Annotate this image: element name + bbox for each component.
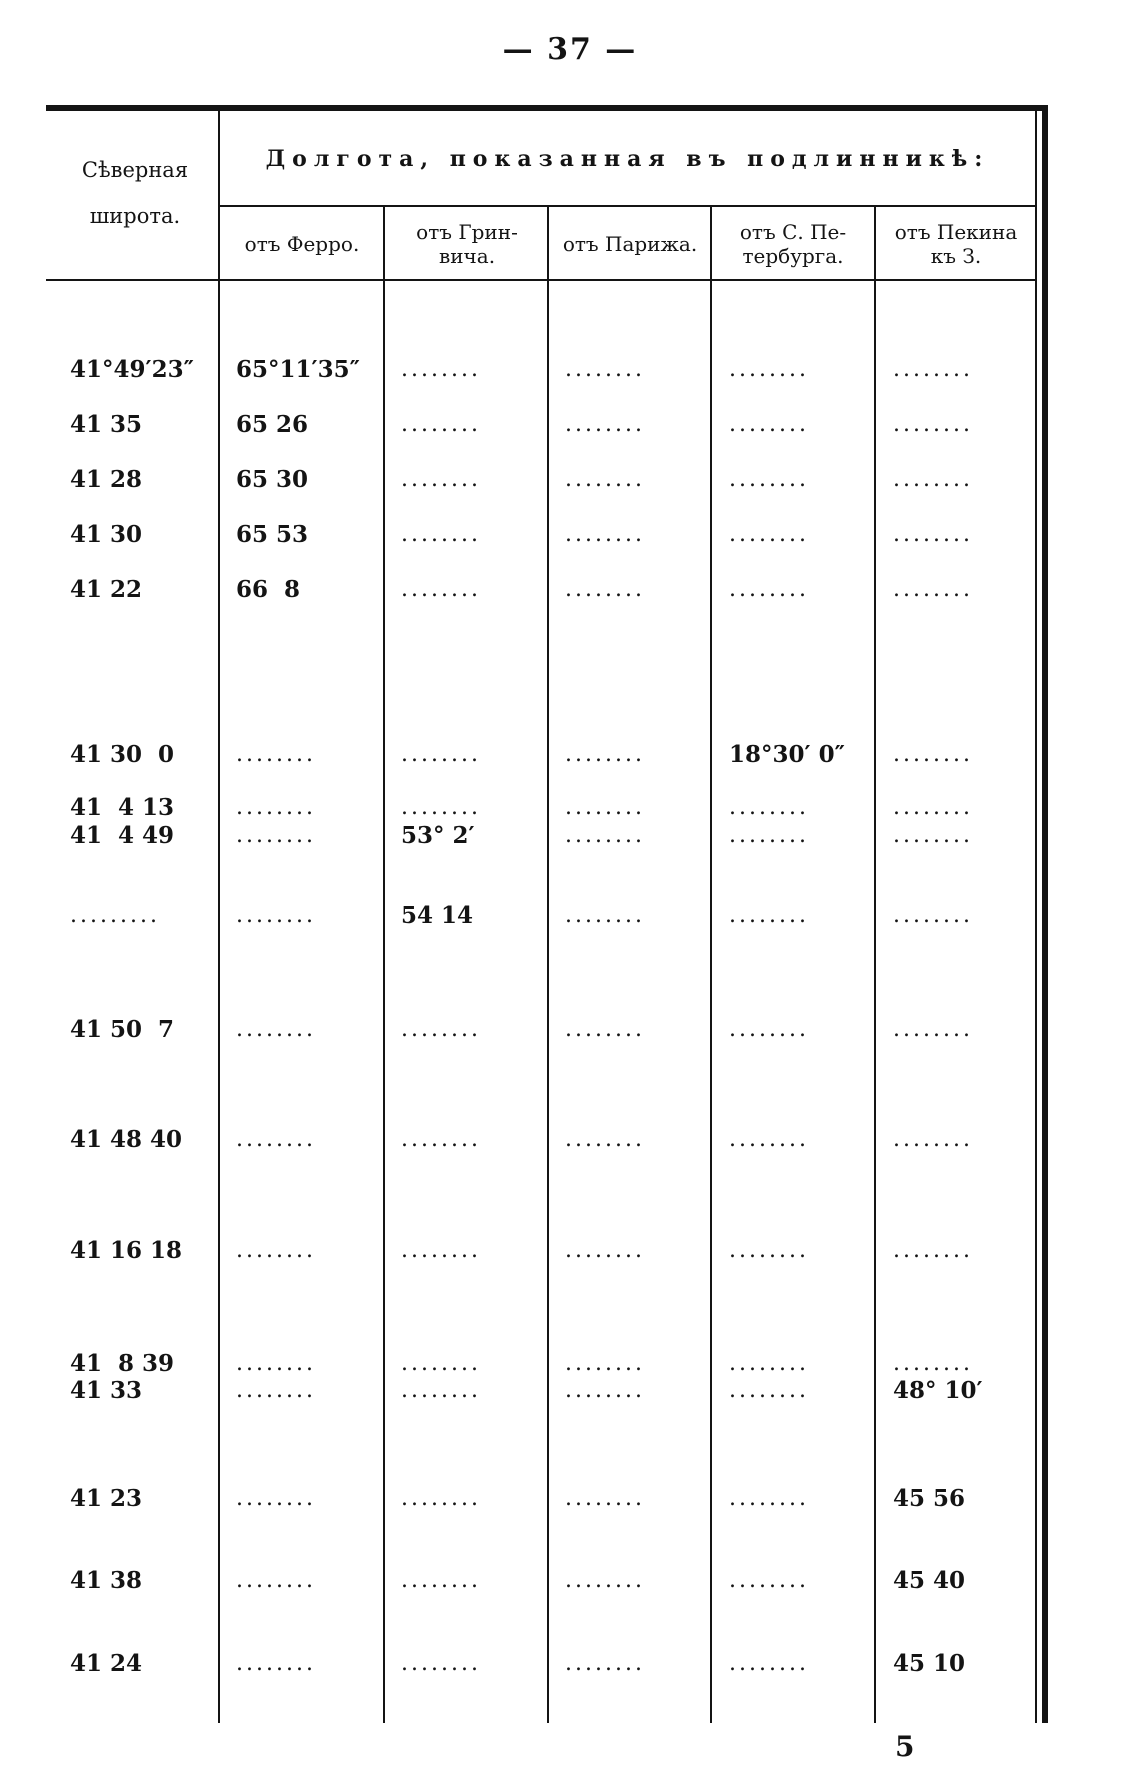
greenwich-cell: ........ xyxy=(401,1017,481,1042)
col-header-line: къ З. xyxy=(930,244,982,268)
greenwich-cell: ........ xyxy=(401,522,481,547)
ferro-cell: ........ xyxy=(236,1378,316,1403)
paris-cell: ........ xyxy=(565,903,645,928)
column-divider-lat xyxy=(218,111,220,1723)
petersburg-cell: ........ xyxy=(729,467,809,492)
greenwich-cell: ........ xyxy=(401,1351,481,1376)
latitude-cell: 41 23 xyxy=(70,1485,143,1512)
latitude-cell: 41 30 xyxy=(70,521,143,548)
column-divider-ferro xyxy=(383,207,385,1723)
greenwich-cell: ........ xyxy=(401,1651,481,1676)
ferro-cell: ........ xyxy=(236,1651,316,1676)
ferro-cell: ........ xyxy=(236,1238,316,1263)
ferro-cell: 65 26 xyxy=(236,411,309,438)
peking-cell: ........ xyxy=(893,357,973,382)
col-header-line: тербурга. xyxy=(742,244,844,268)
col-header-petersburg xyxy=(713,220,873,268)
petersburg-cell: ........ xyxy=(729,1651,809,1676)
peking-cell: ........ xyxy=(893,577,973,602)
paris-cell: ........ xyxy=(565,795,645,820)
peking-cell: 45 10 xyxy=(893,1650,966,1677)
petersburg-cell: ........ xyxy=(729,522,809,547)
col-header-ferro xyxy=(222,232,382,256)
petersburg-cell: ........ xyxy=(729,1568,809,1593)
greenwich-cell: ........ xyxy=(401,1378,481,1403)
greenwich-cell: ........ xyxy=(401,1486,481,1511)
latitude-cell: 41 33 xyxy=(70,1377,143,1404)
col-header-line: вича. xyxy=(438,244,496,268)
column-divider-petersburg xyxy=(874,207,876,1723)
latitude-cell: 41 48 40 xyxy=(70,1126,183,1153)
col-header-peking xyxy=(877,220,1035,268)
peking-cell: ........ xyxy=(893,742,973,767)
peking-cell: 45 40 xyxy=(893,1567,966,1594)
petersburg-cell: ........ xyxy=(729,903,809,928)
paris-cell: ........ xyxy=(565,1127,645,1152)
paris-cell: ........ xyxy=(565,1378,645,1403)
signature-mark: 5 xyxy=(895,1730,915,1763)
column-divider-paris xyxy=(710,207,712,1723)
latitude-cell: 41°49′23″ xyxy=(70,356,194,383)
paris-cell: ........ xyxy=(565,1017,645,1042)
lon-header: Долгота, показанная въ подлинникѣ: xyxy=(265,146,990,172)
peking-cell: ........ xyxy=(893,522,973,547)
peking-cell: 45 56 xyxy=(893,1485,966,1512)
ferro-cell: ........ xyxy=(236,1486,316,1511)
col-header-line: отъ С. Пе- xyxy=(739,220,847,244)
ferro-cell: ........ xyxy=(236,795,316,820)
ferro-cell: 66 8 xyxy=(236,576,301,603)
col-header-line: отъ Грин- xyxy=(416,220,518,244)
lat-header-line: широта. xyxy=(89,204,181,228)
petersburg-cell: ........ xyxy=(729,795,809,820)
col-header-line: отъ Ферро. xyxy=(244,232,360,256)
petersburg-cell: ........ xyxy=(729,577,809,602)
latitude-cell: 41 8 39 xyxy=(70,1350,175,1377)
paris-cell: ........ xyxy=(565,1351,645,1376)
peking-cell: ........ xyxy=(893,1017,973,1042)
col-header-line: отъ Пекина xyxy=(894,220,1018,244)
lat-header-line: Сѣверная xyxy=(81,158,189,182)
table-right-inner-border xyxy=(1035,111,1037,1723)
table-right-outer-border xyxy=(1042,105,1048,1723)
petersburg-cell: ........ xyxy=(729,1017,809,1042)
peking-cell: ........ xyxy=(893,467,973,492)
ferro-cell: ........ xyxy=(236,1351,316,1376)
petersburg-cell: 18°30′ 0″ xyxy=(729,741,845,768)
table-top-rule xyxy=(46,105,1048,111)
ferro-cell: ........ xyxy=(236,823,316,848)
paris-cell: ........ xyxy=(565,522,645,547)
latitude-cell: 41 4 13 xyxy=(70,794,175,821)
greenwich-cell: ........ xyxy=(401,412,481,437)
latitude-cell: 41 30 0 xyxy=(70,741,175,768)
paris-cell: ........ xyxy=(565,823,645,848)
peking-cell: ........ xyxy=(893,1127,973,1152)
petersburg-cell: ........ xyxy=(729,412,809,437)
latitude-cell: 41 22 xyxy=(70,576,143,603)
ferro-cell: 65°11′35″ xyxy=(236,356,360,383)
petersburg-cell: ........ xyxy=(729,823,809,848)
ferro-cell: 65 53 xyxy=(236,521,309,548)
petersburg-cell: ........ xyxy=(729,357,809,382)
column-divider-greenwich xyxy=(547,207,549,1723)
greenwich-cell: ........ xyxy=(401,1127,481,1152)
peking-cell: ........ xyxy=(893,823,973,848)
page-number: — 37 — xyxy=(502,32,638,67)
peking-cell: ........ xyxy=(893,1351,973,1376)
latitude-cell: 41 35 xyxy=(70,411,143,438)
ferro-cell: ........ xyxy=(236,903,316,928)
greenwich-cell: 53° 2′ xyxy=(401,822,475,849)
ferro-cell: ........ xyxy=(236,1568,316,1593)
ferro-cell: 65 30 xyxy=(236,466,309,493)
latitude-cell: 41 28 xyxy=(70,466,143,493)
lat-header xyxy=(60,157,210,229)
paris-cell: ........ xyxy=(565,357,645,382)
greenwich-cell: ........ xyxy=(401,1238,481,1263)
latitude-cell: 41 38 xyxy=(70,1567,143,1594)
paris-cell: ........ xyxy=(565,467,645,492)
greenwich-cell: ........ xyxy=(401,795,481,820)
peking-cell: 48° 10′ xyxy=(893,1377,983,1404)
greenwich-cell: ........ xyxy=(401,357,481,382)
header-bottom-rule xyxy=(46,279,1036,281)
greenwich-cell: 54 14 xyxy=(401,902,474,929)
latitude-cell: 41 50 7 xyxy=(70,1016,175,1043)
greenwich-cell: ........ xyxy=(401,467,481,492)
petersburg-cell: ........ xyxy=(729,1238,809,1263)
greenwich-cell: ........ xyxy=(401,742,481,767)
petersburg-cell: ........ xyxy=(729,1486,809,1511)
lon-header-bottom-rule xyxy=(219,205,1036,207)
ferro-cell: ........ xyxy=(236,742,316,767)
ferro-cell: ........ xyxy=(236,1017,316,1042)
latitude-cell: ......... xyxy=(70,903,160,928)
paris-cell: ........ xyxy=(565,1568,645,1593)
petersburg-cell: ........ xyxy=(729,1378,809,1403)
col-header-paris xyxy=(550,232,710,256)
paris-cell: ........ xyxy=(565,1238,645,1263)
greenwich-cell: ........ xyxy=(401,1568,481,1593)
latitude-cell: 41 24 xyxy=(70,1650,143,1677)
col-header-line: отъ Парижа. xyxy=(562,232,698,256)
ferro-cell: ........ xyxy=(236,1127,316,1152)
paris-cell: ........ xyxy=(565,412,645,437)
paris-cell: ........ xyxy=(565,1651,645,1676)
peking-cell: ........ xyxy=(893,1238,973,1263)
latitude-cell: 41 4 49 xyxy=(70,822,175,849)
paris-cell: ........ xyxy=(565,577,645,602)
greenwich-cell: ........ xyxy=(401,577,481,602)
petersburg-cell: ........ xyxy=(729,1127,809,1152)
peking-cell: ........ xyxy=(893,412,973,437)
col-header-greenwich xyxy=(387,220,547,268)
petersburg-cell: ........ xyxy=(729,1351,809,1376)
latitude-cell: 41 16 18 xyxy=(70,1237,183,1264)
peking-cell: ........ xyxy=(893,795,973,820)
paris-cell: ........ xyxy=(565,742,645,767)
peking-cell: ........ xyxy=(893,903,973,928)
paris-cell: ........ xyxy=(565,1486,645,1511)
